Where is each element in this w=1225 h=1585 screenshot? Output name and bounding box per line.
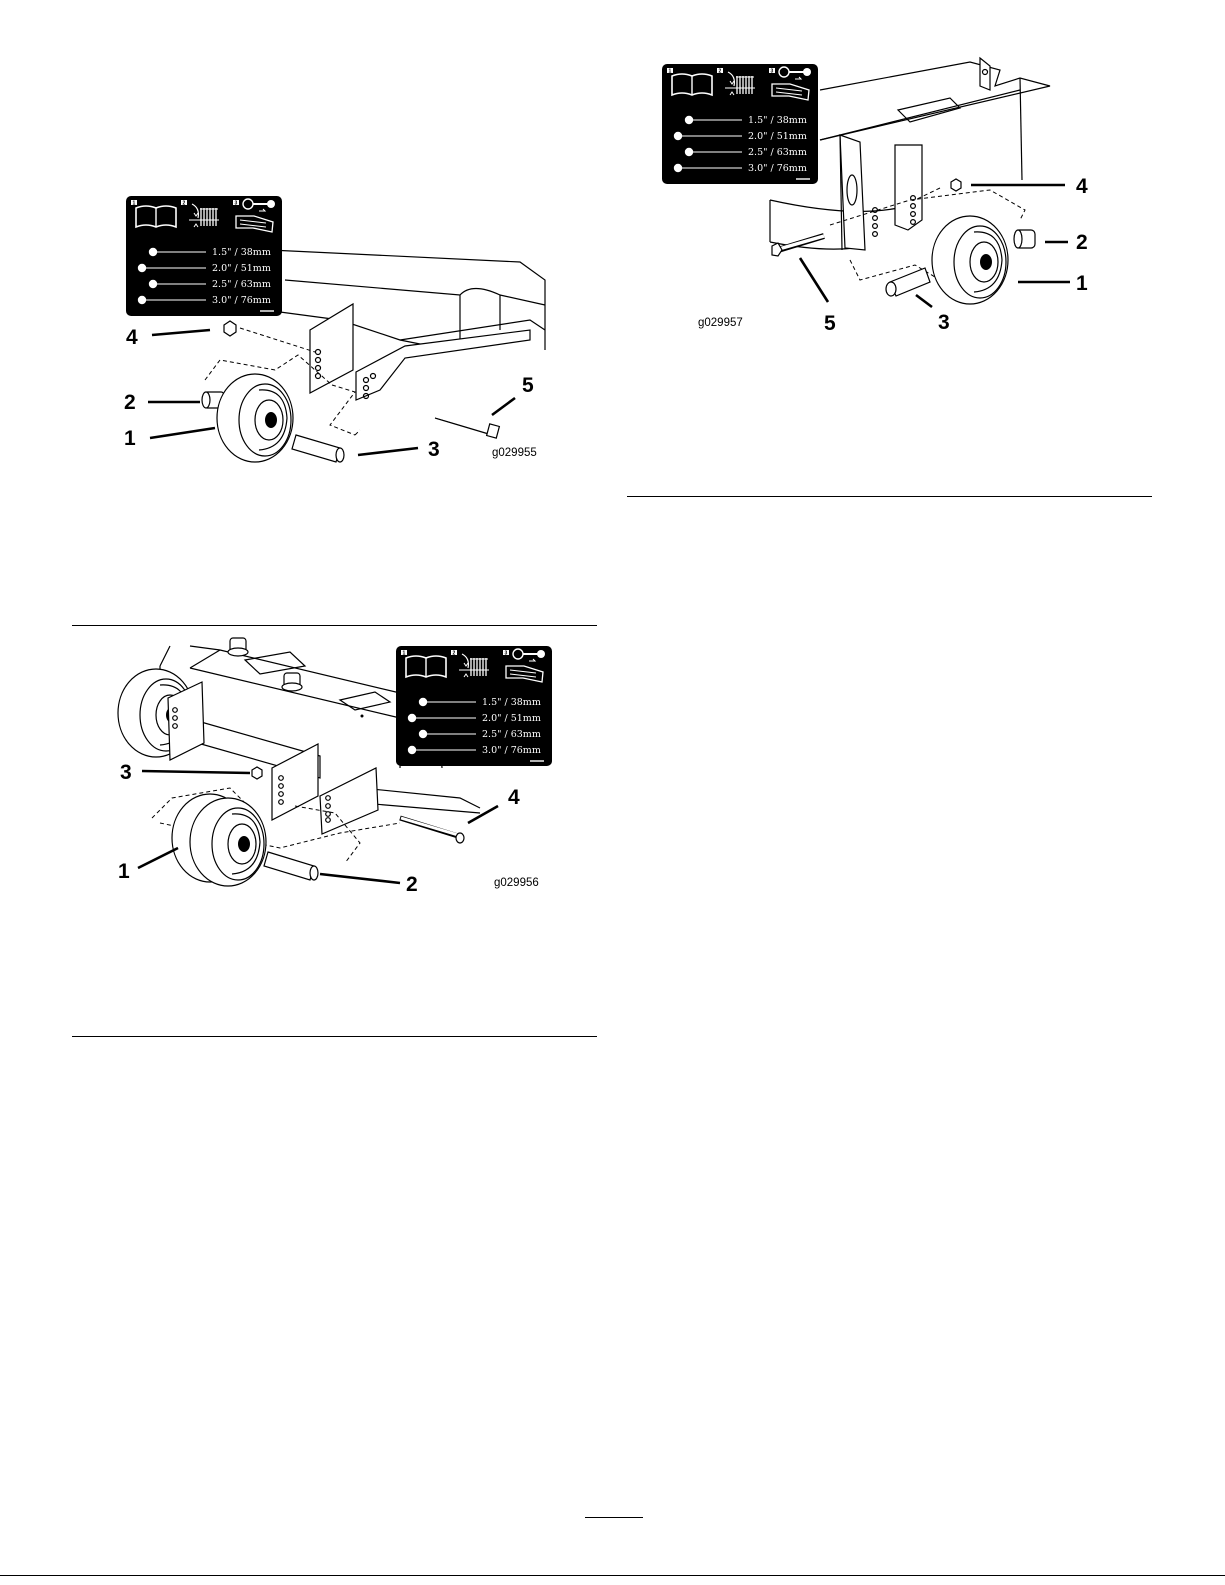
svg-text:2.5" / 63mm: 2.5" / 63mm [482,729,541,740]
svg-text:1: 1 [132,200,136,207]
callout-1: 1 [124,427,136,450]
callout-5: 5 [824,312,836,335]
svg-text:2.0" / 51mm: 2.0" / 51mm [212,263,271,274]
svg-text:3: 3 [234,200,238,207]
figure-g029957 [660,50,1120,340]
figure-code: g029957 [698,317,743,329]
section-divider [72,1036,597,1037]
figure-g029956 [100,638,580,903]
svg-text:3.0" / 76mm: 3.0" / 76mm [212,295,271,306]
callout-2: 2 [1076,231,1088,254]
svg-text:1.5" / 38mm: 1.5" / 38mm [748,115,807,126]
callout-2: 2 [406,873,418,896]
svg-text:2.0" / 51mm: 2.0" / 51mm [748,131,807,142]
callout-5: 5 [522,374,534,397]
callout-1: 1 [118,860,130,883]
cutting-height-decal [396,646,552,766]
section-divider [72,625,597,626]
svg-text:1: 1 [402,650,406,657]
callout-1: 1 [1076,272,1088,295]
svg-text:1.5" / 38mm: 1.5" / 38mm [482,697,541,708]
svg-text:2.5" / 63mm: 2.5" / 63mm [748,147,807,158]
page-footer-rule [0,1575,1225,1576]
callout-3: 3 [120,761,132,784]
svg-text:3.0" / 76mm: 3.0" / 76mm [748,163,807,174]
svg-text:1: 1 [668,68,672,75]
callout-4: 4 [1076,175,1088,198]
svg-text:2: 2 [452,650,456,657]
callout-4: 4 [508,786,520,809]
page-number-rule [585,1517,643,1518]
figure-code: g029955 [492,447,537,459]
callout-4: 4 [126,326,138,349]
svg-text:3: 3 [504,650,508,657]
svg-text:1.5" / 38mm: 1.5" / 38mm [212,247,271,258]
callout-3: 3 [938,311,950,334]
cutting-height-decal [662,64,818,184]
section-divider [627,496,1152,497]
svg-text:3: 3 [770,68,774,75]
callout-2: 2 [124,391,136,414]
figure-code: g029956 [494,877,539,889]
cutting-height-decal [126,196,282,316]
svg-text:2.5" / 63mm: 2.5" / 63mm [212,279,271,290]
svg-text:3.0" / 76mm: 3.0" / 76mm [482,745,541,756]
callout-3: 3 [428,438,440,461]
svg-text:2: 2 [182,200,186,207]
figure-g029955 [100,180,570,480]
svg-text:2: 2 [718,68,722,75]
svg-text:2.0" / 51mm: 2.0" / 51mm [482,713,541,724]
